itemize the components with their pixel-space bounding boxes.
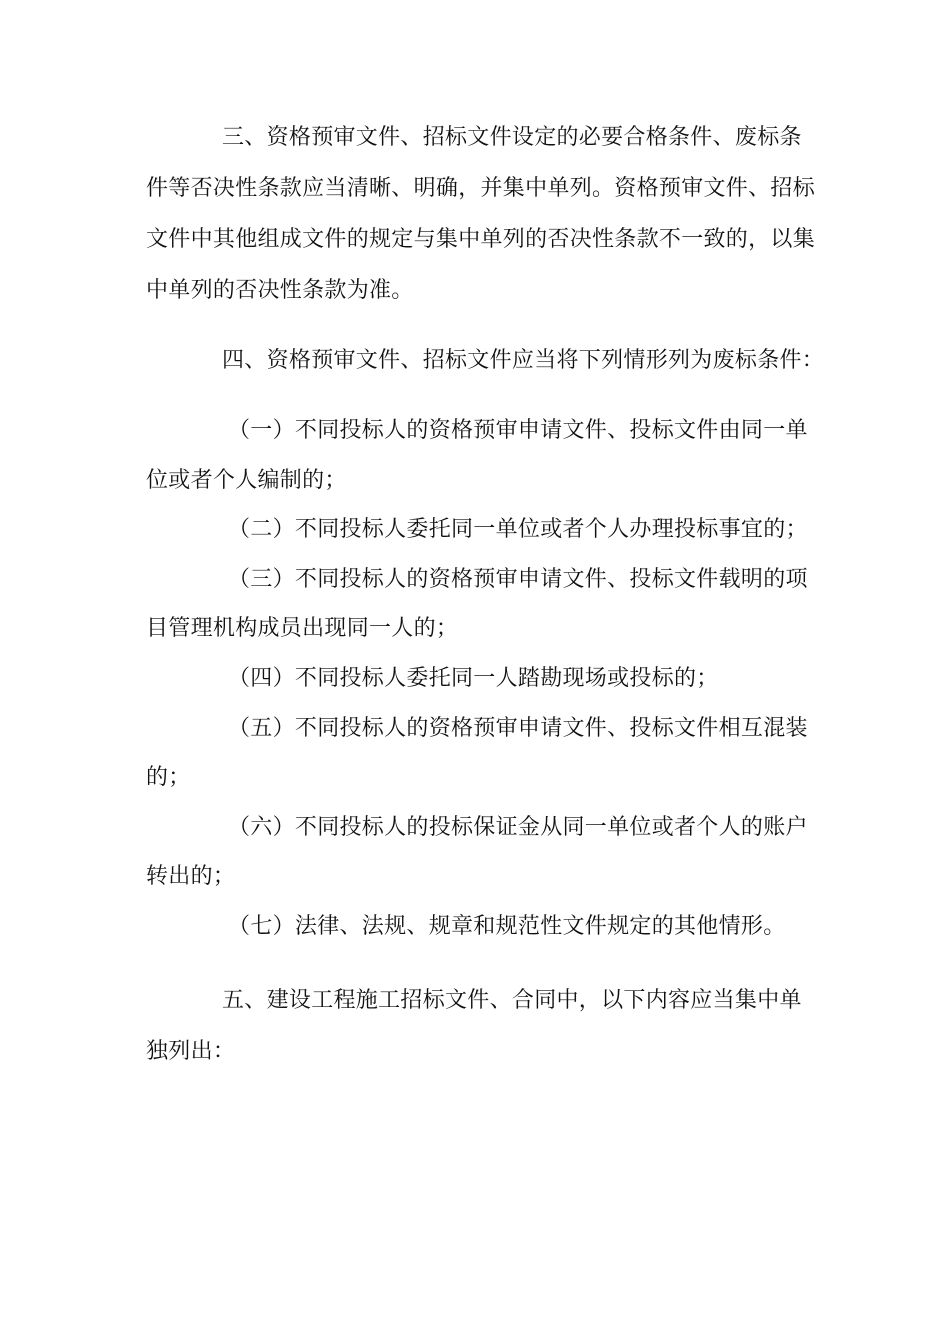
- list-item-line: （四）不同投标人委托同一人踏勘现场或投标的；: [228, 666, 719, 691]
- paragraph-line: 独列出：: [146, 1039, 236, 1064]
- list-item-line: 转出的；: [146, 864, 236, 889]
- paragraph-line: 五、建设工程施工招标文件、合同中，以下内容应当集中单: [222, 988, 802, 1013]
- list-item-line: （五）不同投标人的资格预审申请文件、投标文件相互混装: [228, 716, 808, 741]
- list-item-line: 目管理机构成员出现同一人的；: [146, 616, 459, 641]
- list-item-line: （一）不同投标人的资格预审申请文件、投标文件由同一单: [228, 418, 808, 443]
- paragraph-line: 文件中其他组成文件的规定与集中单列的否决性条款不一致的，以集: [146, 227, 816, 252]
- paragraph-line: 件等否决性条款应当清晰、明确，并集中单列。资格预审文件、招标: [146, 176, 816, 201]
- paragraph-line: 三、资格预审文件、招标文件设定的必要合格条件、废标条: [222, 125, 802, 150]
- list-item-line: 的；: [146, 765, 191, 790]
- list-item-line: 位或者个人编制的；: [146, 468, 347, 493]
- list-item-line: （二）不同投标人委托同一单位或者个人办理投标事宜的；: [228, 517, 808, 542]
- section-4-heading: 四、资格预审文件、招标文件应当将下列情形列为废标条件：: [222, 348, 825, 373]
- paragraph-line: 中单列的否决性条款为准。: [146, 278, 414, 303]
- list-item-line: （六）不同投标人的投标保证金从同一单位或者个人的账户: [228, 815, 808, 840]
- list-item-line: （七）法律、法规、规章和规范性文件规定的其他情形。: [228, 914, 786, 939]
- list-item-line: （三）不同投标人的资格预审申请文件、投标文件载明的项: [228, 567, 808, 592]
